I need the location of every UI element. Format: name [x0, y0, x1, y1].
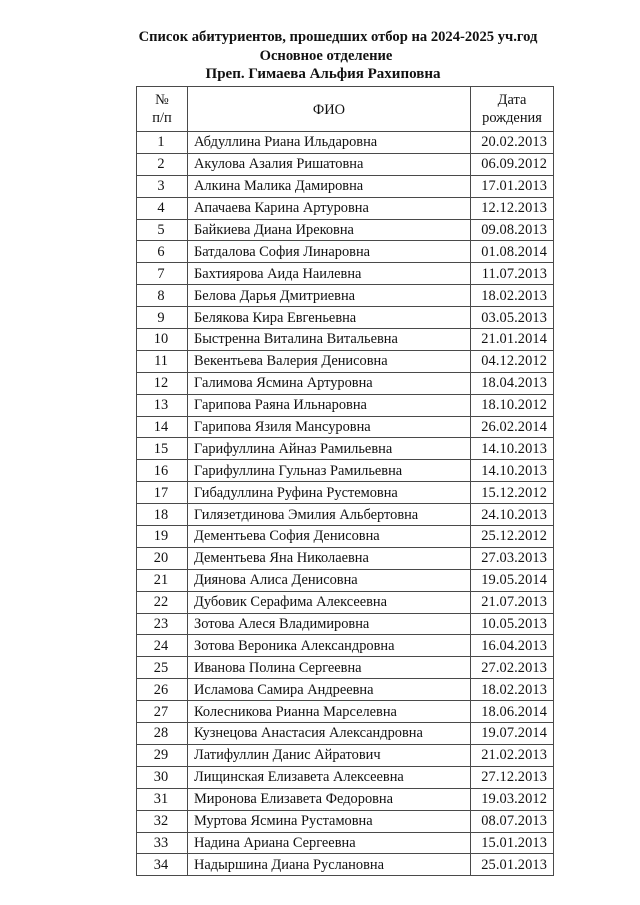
applicant-name: Гибадуллина Руфина Рустемовна: [188, 482, 471, 504]
table-row: [137, 350, 554, 372]
department-label: Основное отделение: [259, 47, 393, 64]
row-number: 30: [137, 766, 188, 788]
applicant-name: Колесникова Рианна Марселевна: [188, 701, 471, 723]
applicant-name: Дементьева Яна Николаевна: [188, 547, 471, 569]
column-header-name: ФИО: [188, 87, 471, 132]
applicant-name: Дементьева София Денисовна: [188, 526, 471, 548]
column-header-number-line1: №: [155, 92, 169, 108]
birth-date: 15.12.2012: [471, 482, 554, 504]
table-header: [137, 87, 554, 132]
birth-date: 19.05.2014: [471, 569, 554, 591]
birth-date: 03.05.2013: [471, 307, 554, 329]
birth-date: 27.03.2013: [471, 547, 554, 569]
applicant-name: Векентьева Валерия Денисовна: [188, 350, 471, 372]
row-number: 32: [137, 810, 188, 832]
row-number: 6: [137, 241, 188, 263]
table-row: [137, 175, 554, 197]
row-number: 9: [137, 307, 188, 329]
table-body: [137, 132, 554, 876]
birth-date: 25.01.2013: [471, 854, 554, 876]
birth-date: 18.10.2012: [471, 394, 554, 416]
row-number: 19: [137, 526, 188, 548]
birth-date: 18.02.2013: [471, 679, 554, 701]
applicant-name: Белова Дарья Дмитриевна: [188, 285, 471, 307]
table-row: [137, 482, 554, 504]
row-number: 24: [137, 635, 188, 657]
row-number: 18: [137, 504, 188, 526]
table-row: [137, 701, 554, 723]
table-row: [137, 285, 554, 307]
row-number: 27: [137, 701, 188, 723]
row-number: 8: [137, 285, 188, 307]
applicant-name: Кузнецова Анастасия Александровна: [188, 723, 471, 745]
document-header: [0, 28, 640, 84]
applicant-name: Иванова Полина Сергеевна: [188, 657, 471, 679]
applicant-name: Галимова Ясмина Артуровна: [188, 372, 471, 394]
table-row: [137, 723, 554, 745]
row-number: 33: [137, 832, 188, 854]
table-row: [137, 591, 554, 613]
birth-date: 12.12.2013: [471, 197, 554, 219]
column-header-dob-line2: рождения: [482, 110, 542, 126]
applicant-name: Гарипова Раяна Ильнаровна: [188, 394, 471, 416]
birth-date: 14.10.2013: [471, 460, 554, 482]
birth-date: 18.04.2013: [471, 372, 554, 394]
table-row: [137, 416, 554, 438]
birth-date: 06.09.2012: [471, 153, 554, 175]
birth-date: 20.02.2013: [471, 132, 554, 154]
table-row: [137, 832, 554, 854]
table-row: [137, 679, 554, 701]
applicant-name: Надыршина Диана Руслановна: [188, 854, 471, 876]
table-row: [137, 307, 554, 329]
applicant-name: Бахтиярова Аида Наилевна: [188, 263, 471, 285]
applicant-name: Гарипова Язиля Мансуровна: [188, 416, 471, 438]
column-header-dob-line1: Дата: [497, 92, 527, 108]
applicant-name: Апачаева Карина Артуровна: [188, 197, 471, 219]
table-row: [137, 263, 554, 285]
row-number: 29: [137, 744, 188, 766]
table-row: [137, 504, 554, 526]
applicant-name: Латифуллин Данис Айратович: [188, 744, 471, 766]
table-row: [137, 744, 554, 766]
row-number: 13: [137, 394, 188, 416]
document-title: Список абитуриентов, прошедших отбор на 2024-2025 уч.год: [138, 29, 538, 45]
table-row: [137, 438, 554, 460]
applicant-name: Зотова Вероника Александровна: [188, 635, 471, 657]
birth-date: 14.10.2013: [471, 438, 554, 460]
column-header-dob: [471, 87, 554, 132]
table-row: [137, 132, 554, 154]
row-number: 1: [137, 132, 188, 154]
table-row: [137, 197, 554, 219]
table-row: [137, 547, 554, 569]
applicant-name: Гарифуллина Айназ Рамильевна: [188, 438, 471, 460]
row-number: 7: [137, 263, 188, 285]
applicant-name: Лищинская Елизавета Алексеевна: [188, 766, 471, 788]
birth-date: 27.12.2013: [471, 766, 554, 788]
applicant-name: Диянова Алиса Денисовна: [188, 569, 471, 591]
table-row: [137, 372, 554, 394]
applicant-name: Надина Ариана Сергеевна: [188, 832, 471, 854]
birth-date: 04.12.2012: [471, 350, 554, 372]
applicant-name: Абдуллина Риана Ильдаровна: [188, 132, 471, 154]
column-header-number-line2: п/п: [152, 110, 172, 126]
table-row: [137, 766, 554, 788]
table-row: [137, 526, 554, 548]
applicant-name: Акулова Азалия Ришатовна: [188, 153, 471, 175]
birth-date: 24.10.2013: [471, 504, 554, 526]
table-row: [137, 635, 554, 657]
header-row: [137, 87, 554, 132]
birth-date: 11.07.2013: [471, 263, 554, 285]
birth-date: 17.01.2013: [471, 175, 554, 197]
applicant-name: Миронова Елизавета Федоровна: [188, 788, 471, 810]
table-row: [137, 788, 554, 810]
row-number: 28: [137, 723, 188, 745]
birth-date: 19.03.2012: [471, 788, 554, 810]
applicant-name: Зотова Алеся Владимировна: [188, 613, 471, 635]
row-number: 23: [137, 613, 188, 635]
applicant-name: Быстренна Виталина Витальевна: [188, 329, 471, 351]
row-number: 21: [137, 569, 188, 591]
row-number: 10: [137, 329, 188, 351]
applicants-table: [136, 86, 554, 876]
row-number: 14: [137, 416, 188, 438]
row-number: 3: [137, 175, 188, 197]
row-number: 4: [137, 197, 188, 219]
teacher-label: Преп. Гимаева Альфия Рахиповна: [205, 66, 441, 82]
row-number: 16: [137, 460, 188, 482]
applicant-name: Белякова Кира Евгеньевна: [188, 307, 471, 329]
birth-date: 21.07.2013: [471, 591, 554, 613]
birth-date: 15.01.2013: [471, 832, 554, 854]
row-number: 25: [137, 657, 188, 679]
birth-date: 21.02.2013: [471, 744, 554, 766]
birth-date: 26.02.2014: [471, 416, 554, 438]
table-row: [137, 657, 554, 679]
table-row: [137, 329, 554, 351]
applicant-name: Муртова Ясмина Рустамовна: [188, 810, 471, 832]
table-row: [137, 394, 554, 416]
birth-date: 19.07.2014: [471, 723, 554, 745]
applicant-name: Гарифуллина Гульназ Рамильевна: [188, 460, 471, 482]
table-row: [137, 153, 554, 175]
table-row: [137, 613, 554, 635]
row-number: 22: [137, 591, 188, 613]
birth-date: 18.02.2013: [471, 285, 554, 307]
birth-date: 25.12.2012: [471, 526, 554, 548]
birth-date: 18.06.2014: [471, 701, 554, 723]
applicant-name: Исламова Самира Андреевна: [188, 679, 471, 701]
table-row: [137, 460, 554, 482]
column-header-number: [137, 87, 188, 132]
row-number: 17: [137, 482, 188, 504]
row-number: 31: [137, 788, 188, 810]
birth-date: 10.05.2013: [471, 613, 554, 635]
row-number: 2: [137, 153, 188, 175]
birth-date: 21.01.2014: [471, 329, 554, 351]
row-number: 34: [137, 854, 188, 876]
table-row: [137, 854, 554, 876]
birth-date: 08.07.2013: [471, 810, 554, 832]
row-number: 20: [137, 547, 188, 569]
applicant-name: Алкина Малика Дамировна: [188, 175, 471, 197]
row-number: 12: [137, 372, 188, 394]
row-number: 5: [137, 219, 188, 241]
table-row: [137, 241, 554, 263]
applicant-name: Дубовик Серафима Алексеевна: [188, 591, 471, 613]
row-number: 11: [137, 350, 188, 372]
applicant-name: Байкиева Диана Ирековна: [188, 219, 471, 241]
birth-date: 09.08.2013: [471, 219, 554, 241]
row-number: 26: [137, 679, 188, 701]
applicant-name: Гилязетдинова Эмилия Альбертовна: [188, 504, 471, 526]
birth-date: 01.08.2014: [471, 241, 554, 263]
table-row: [137, 219, 554, 241]
row-number: 15: [137, 438, 188, 460]
table-row: [137, 810, 554, 832]
birth-date: 27.02.2013: [471, 657, 554, 679]
table-row: [137, 569, 554, 591]
applicant-name: Батдалова София Линаровна: [188, 241, 471, 263]
birth-date: 16.04.2013: [471, 635, 554, 657]
